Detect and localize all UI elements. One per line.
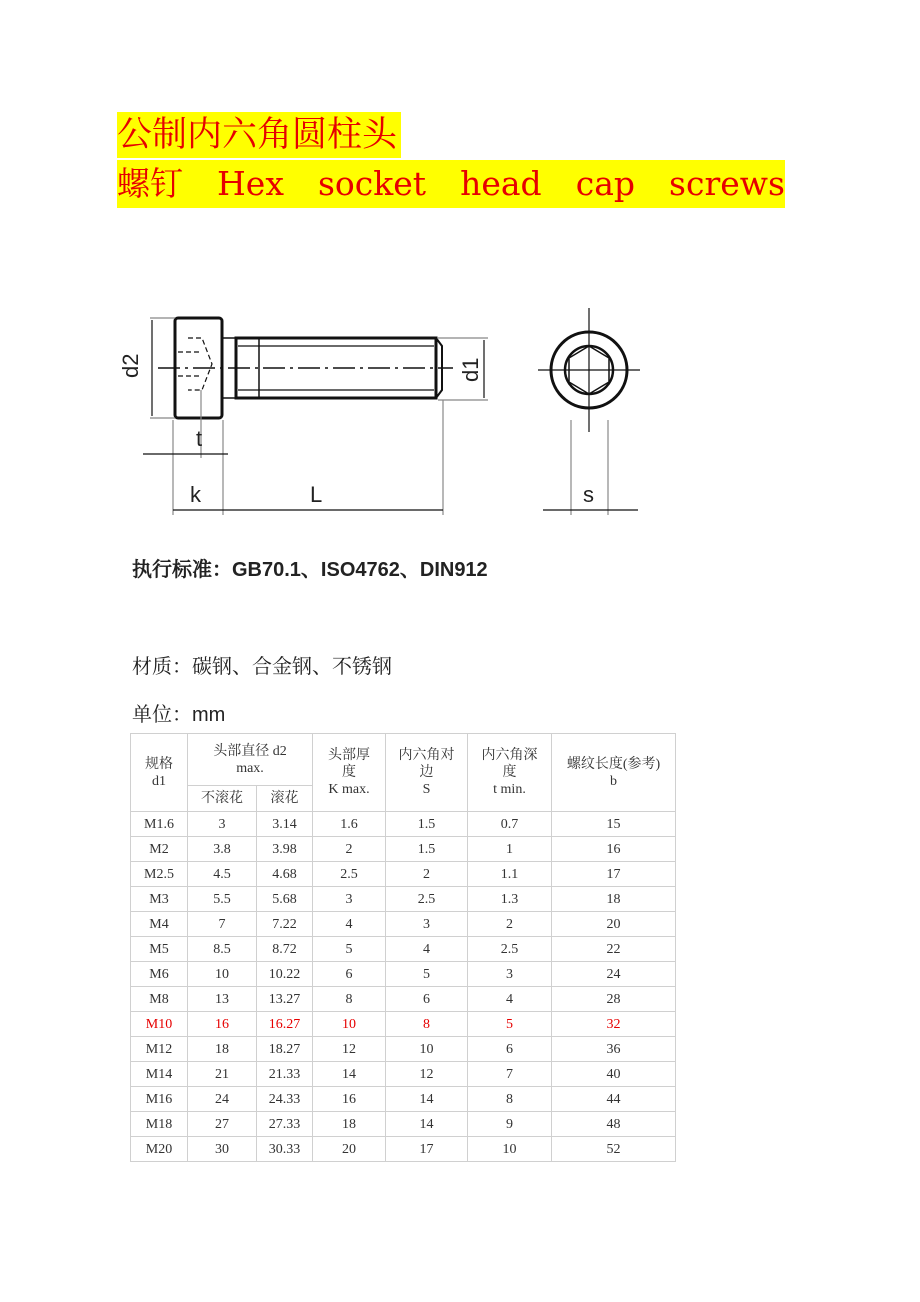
table-cell: 28 (552, 987, 676, 1012)
table-cell: 32 (552, 1012, 676, 1037)
table-cell: 4.5 (188, 862, 257, 887)
table-cell: 4 (386, 937, 468, 962)
table-cell: 14 (313, 1062, 386, 1087)
table-cell: 7.22 (257, 912, 313, 937)
table-cell: 20 (313, 1137, 386, 1162)
header-k: 头部厚 度 K max. (313, 734, 386, 812)
table-cell: M3 (131, 887, 188, 912)
table-cell: M2 (131, 837, 188, 862)
table-cell: 7 (188, 912, 257, 937)
table-cell: M5 (131, 937, 188, 962)
spec-table (130, 733, 676, 1162)
table-row (131, 862, 676, 887)
table-cell: 30.33 (257, 1137, 313, 1162)
table-cell: 18.27 (257, 1037, 313, 1062)
header-spec: 规格 d1 (131, 734, 188, 812)
table-cell: 6 (468, 1037, 552, 1062)
table-row (131, 1137, 676, 1162)
unit-text: 单位：mm (132, 704, 226, 726)
table-cell: 15 (552, 812, 676, 837)
table-cell: M4 (131, 912, 188, 937)
table-cell: 1.3 (468, 887, 552, 912)
table-cell: 2 (313, 837, 386, 862)
table-cell: 27.33 (257, 1112, 313, 1137)
label-s: s (583, 482, 594, 507)
label-k: k (190, 482, 201, 507)
table-cell: 2.5 (313, 862, 386, 887)
table-row (131, 962, 676, 987)
label-d2: d2 (118, 353, 143, 378)
title-word: socket (317, 164, 427, 203)
table-cell: 24 (188, 1087, 257, 1112)
table-cell: 8.72 (257, 937, 313, 962)
table-cell: 14 (386, 1112, 468, 1137)
table-row (131, 937, 676, 962)
table-cell: M14 (131, 1062, 188, 1087)
table-cell: 24 (552, 962, 676, 987)
table-cell: 21.33 (257, 1062, 313, 1087)
table-row (131, 1062, 676, 1087)
table-cell: 20 (552, 912, 676, 937)
table-cell: M8 (131, 987, 188, 1012)
table-cell: 44 (552, 1087, 676, 1112)
table-cell: 52 (552, 1137, 676, 1162)
table-cell: M16 (131, 1087, 188, 1112)
table-row (131, 812, 676, 837)
table-cell: 8 (313, 987, 386, 1012)
title-word: screws (669, 164, 785, 203)
table-cell: M12 (131, 1037, 188, 1062)
table-cell: 4 (468, 987, 552, 1012)
table-cell: M20 (131, 1137, 188, 1162)
table-cell: 3 (188, 812, 257, 837)
header-b: 螺纹长度(参考) b (552, 734, 676, 812)
table-cell: 5.68 (257, 887, 313, 912)
label-L: L (310, 482, 323, 507)
table-cell: 8.5 (188, 937, 257, 962)
table-cell: 2.5 (386, 887, 468, 912)
table-cell: M6 (131, 962, 188, 987)
table-cell: 6 (313, 962, 386, 987)
table-row (131, 987, 676, 1012)
table-cell: 10.22 (257, 962, 313, 987)
table-cell: 5.5 (188, 887, 257, 912)
table-cell: 1.5 (386, 812, 468, 837)
table-cell: 10 (188, 962, 257, 987)
header-s: 内六角对 边 S (386, 734, 468, 812)
table-row (131, 912, 676, 937)
table-cell: M18 (131, 1112, 188, 1137)
table-cell: 14 (386, 1087, 468, 1112)
table-cell: 5 (468, 1012, 552, 1037)
table-cell: 16 (552, 837, 676, 862)
table-cell: 2 (468, 912, 552, 937)
table-cell: 1.5 (386, 837, 468, 862)
table-cell: 13.27 (257, 987, 313, 1012)
title-word: 螺钉 (117, 164, 183, 203)
table-cell: 6 (386, 987, 468, 1012)
table-cell: 2 (386, 862, 468, 887)
table-cell: 16.27 (257, 1012, 313, 1037)
table-cell: 40 (552, 1062, 676, 1087)
table-cell: 3.98 (257, 837, 313, 862)
table-cell: 8 (386, 1012, 468, 1037)
table-cell: 3 (386, 912, 468, 937)
table-cell: 16 (313, 1087, 386, 1112)
title-line-2 (117, 160, 785, 208)
table-cell: 17 (386, 1137, 468, 1162)
table-cell: M10 (131, 1012, 188, 1037)
table-cell: 1.6 (313, 812, 386, 837)
table-cell: 4.68 (257, 862, 313, 887)
table-cell: 18 (552, 887, 676, 912)
table-cell: 10 (313, 1012, 386, 1037)
table-cell: 3 (468, 962, 552, 987)
title-word: cap (575, 164, 635, 203)
table-cell: 8 (468, 1087, 552, 1112)
table-cell: M1.6 (131, 812, 188, 837)
header-d2-knurled: 滚花 (257, 786, 313, 812)
screw-technical-drawing (118, 280, 778, 520)
table-cell: 4 (313, 912, 386, 937)
table-cell: 16 (188, 1012, 257, 1037)
standard-text: 执行标准：GB70.1、ISO4762、DIN912 (132, 559, 488, 581)
table-row (131, 1037, 676, 1062)
table-cell: 3 (313, 887, 386, 912)
table-cell: 3.8 (188, 837, 257, 862)
table-cell: 3.14 (257, 812, 313, 837)
table-cell: 22 (552, 937, 676, 962)
header-t: 内六角深 度 t min. (468, 734, 552, 812)
table-cell: 13 (188, 987, 257, 1012)
title-word: head (460, 164, 542, 203)
table-cell: 2.5 (468, 937, 552, 962)
table-cell: 21 (188, 1062, 257, 1087)
table-cell: 1 (468, 837, 552, 862)
table-cell: 36 (552, 1037, 676, 1062)
header-d2: 头部直径 d2 max. (188, 734, 313, 786)
table-cell: 5 (386, 962, 468, 987)
table-cell: 0.7 (468, 812, 552, 837)
table-cell: 12 (386, 1062, 468, 1087)
label-d1: d1 (458, 357, 483, 382)
table-cell: 10 (386, 1037, 468, 1062)
table-cell: 5 (313, 937, 386, 962)
table-cell: 9 (468, 1112, 552, 1137)
table-cell: 12 (313, 1037, 386, 1062)
header-d2-plain: 不滚花 (188, 786, 257, 812)
table-cell: 48 (552, 1112, 676, 1137)
table-row (131, 1087, 676, 1112)
table-cell: 24.33 (257, 1087, 313, 1112)
table-row (131, 1012, 676, 1037)
table-cell: 17 (552, 862, 676, 887)
table-row (131, 1112, 676, 1137)
table-cell: 30 (188, 1137, 257, 1162)
table-cell: 1.1 (468, 862, 552, 887)
title-word: Hex (217, 164, 284, 203)
title-line-1: 公制内六角圆柱头 (117, 112, 401, 158)
table-cell: 10 (468, 1137, 552, 1162)
table-row (131, 887, 676, 912)
table-row (131, 837, 676, 862)
table-cell: 18 (313, 1112, 386, 1137)
material-text: 材质：碳钢、合金钢、不锈钢 (132, 656, 392, 678)
table-cell: M2.5 (131, 862, 188, 887)
table-cell: 7 (468, 1062, 552, 1087)
table-cell: 18 (188, 1037, 257, 1062)
label-t: t (196, 426, 203, 451)
table-cell: 27 (188, 1112, 257, 1137)
